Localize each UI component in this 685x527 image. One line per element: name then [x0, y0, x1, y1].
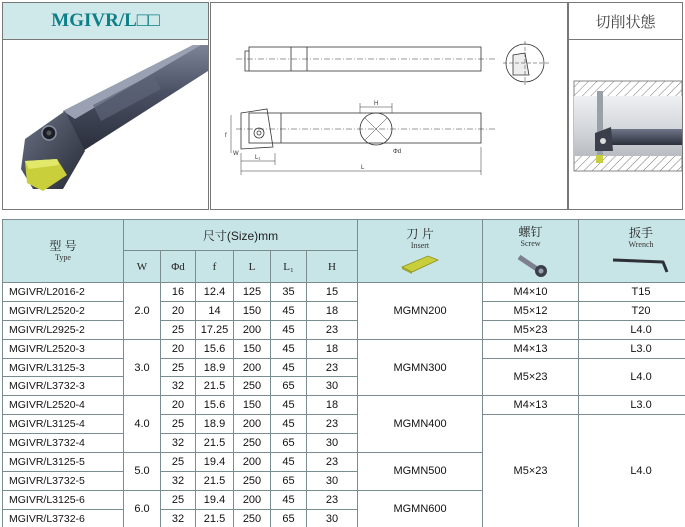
f-cell: 21.5 [196, 509, 234, 527]
f-cell: 15.6 [196, 339, 234, 358]
w-cell: 5.0 [124, 453, 161, 491]
l1-cell: 45 [271, 490, 307, 509]
wrench-cell: L4.0 [579, 415, 685, 527]
type-cell: MGIVR/L2925-2 [3, 320, 124, 339]
type-cell: MGIVR/L2016-2 [3, 283, 124, 302]
type-cell: MGIVR/L3125-4 [3, 415, 124, 434]
d-cell: 25 [161, 490, 196, 509]
insert-icon [398, 253, 442, 275]
l1-cell: 65 [271, 377, 307, 396]
wrench-cell: L3.0 [579, 339, 685, 358]
l1-cell: 45 [271, 358, 307, 377]
technical-drawing-panel [210, 2, 568, 210]
insert-header: 刀 片 Insert [358, 220, 483, 283]
screw-cell: M4×13 [483, 396, 579, 415]
l-cell: 125 [234, 283, 271, 302]
product-title: MGIVR/L□□ [3, 3, 208, 40]
h-header: H [307, 251, 358, 283]
l1-cell: 65 [271, 471, 307, 490]
l1-cell: 45 [271, 453, 307, 472]
h-cell: 30 [307, 509, 358, 527]
h-cell: 23 [307, 453, 358, 472]
insert-cell: MGMN400 [358, 396, 483, 453]
dim-d-label: Φd [393, 149, 402, 155]
l-cell: 150 [234, 301, 271, 320]
l-cell: 250 [234, 434, 271, 453]
product-photo-panel [2, 2, 209, 210]
wrench-header: 扳手 Wrench [579, 220, 685, 283]
h-cell: 23 [307, 490, 358, 509]
table-row [3, 339, 685, 358]
size-header: 尺寸(Size)mm [124, 220, 358, 251]
table-row [3, 320, 685, 339]
table-row [3, 301, 685, 320]
l1-cell: 65 [271, 434, 307, 453]
type-cell: MGIVR/L3125-3 [3, 358, 124, 377]
h-cell: 23 [307, 320, 358, 339]
table-row [3, 415, 685, 434]
l1-header: L₁ [271, 251, 307, 283]
f-cell: 14 [196, 301, 234, 320]
screw-header: 螺钉 Screw [483, 220, 579, 283]
l-cell: 250 [234, 471, 271, 490]
type-cell: MGIVR/L3732-3 [3, 377, 124, 396]
tool-holder-render [3, 41, 208, 209]
dim-l-label: L [361, 165, 365, 171]
l-cell: 200 [234, 453, 271, 472]
l1-cell: 45 [271, 301, 307, 320]
f-cell: 15.6 [196, 396, 234, 415]
d-cell: 20 [161, 396, 196, 415]
l1-cell: 45 [271, 396, 307, 415]
type-header: 型 号 Type [3, 220, 124, 283]
wrench-cell: L4.0 [579, 320, 685, 339]
f-cell: 19.4 [196, 490, 234, 509]
type-cell: MGIVR/L2520-2 [3, 301, 124, 320]
w-cell: 3.0 [124, 339, 161, 396]
h-cell: 30 [307, 471, 358, 490]
type-cell: MGIVR/L3125-6 [3, 490, 124, 509]
h-cell: 15 [307, 283, 358, 302]
l1-cell: 35 [271, 283, 307, 302]
screw-cell: M5×23 [483, 320, 579, 339]
d-cell: 32 [161, 434, 196, 453]
dim-h-label: H [374, 101, 379, 107]
insert-cell: MGMN600 [358, 490, 483, 527]
specification-table [2, 219, 685, 527]
cutting-state-panel [568, 2, 683, 210]
l-cell: 200 [234, 415, 271, 434]
w-cell: 4.0 [124, 396, 161, 453]
d-cell: 25 [161, 415, 196, 434]
h-cell: 23 [307, 415, 358, 434]
table-row [3, 283, 685, 302]
f-cell: 21.5 [196, 434, 234, 453]
f-cell: 21.5 [196, 471, 234, 490]
l-cell: 200 [234, 490, 271, 509]
wrench-icon [609, 252, 673, 276]
l-cell: 150 [234, 339, 271, 358]
cutting-state-title: 切削状態 [569, 3, 682, 40]
h-cell: 23 [307, 358, 358, 377]
l-cell: 200 [234, 320, 271, 339]
wrench-cell: L4.0 [579, 358, 685, 396]
f-cell: 18.9 [196, 415, 234, 434]
h-cell: 18 [307, 396, 358, 415]
screw-cell: M5×12 [483, 301, 579, 320]
h-cell: 30 [307, 434, 358, 453]
type-cell: MGIVR/L3125-5 [3, 453, 124, 472]
dim-f-label: f [225, 133, 227, 139]
d-cell: 25 [161, 320, 196, 339]
d-header: Φd [161, 251, 196, 283]
f-header: f [196, 251, 234, 283]
f-cell: 21.5 [196, 377, 234, 396]
type-cell: MGIVR/L3732-4 [3, 434, 124, 453]
w-cell: 6.0 [124, 490, 161, 527]
d-cell: 20 [161, 301, 196, 320]
d-cell: 32 [161, 377, 196, 396]
f-cell: 17.25 [196, 320, 234, 339]
f-cell: 12.4 [196, 283, 234, 302]
f-cell: 19.4 [196, 453, 234, 472]
f-cell: 18.9 [196, 358, 234, 377]
screw-icon [511, 251, 551, 277]
screw-cell: M5×23 [483, 415, 579, 527]
l-cell: 250 [234, 377, 271, 396]
insert-cell: MGMN300 [358, 339, 483, 396]
insert-cell: MGMN200 [358, 283, 483, 340]
type-cell: MGIVR/L3732-6 [3, 509, 124, 527]
w-cell: 2.0 [124, 283, 161, 340]
type-cell: MGIVR/L2520-3 [3, 339, 124, 358]
l-cell: 200 [234, 358, 271, 377]
l-cell: 250 [234, 509, 271, 527]
screw-cell: M4×13 [483, 339, 579, 358]
type-cell: MGIVR/L2520-4 [3, 396, 124, 415]
wrench-cell: T15 [579, 283, 685, 302]
dim-w-label: W [233, 151, 239, 157]
d-cell: 32 [161, 509, 196, 527]
d-cell: 16 [161, 283, 196, 302]
screw-cell: M5×23 [483, 358, 579, 396]
table-row [3, 358, 685, 377]
h-cell: 18 [307, 339, 358, 358]
l1-cell: 65 [271, 509, 307, 527]
wrench-cell: T20 [579, 301, 685, 320]
l-header: L [234, 251, 271, 283]
l-cell: 150 [234, 396, 271, 415]
dimension-drawing [211, 3, 567, 209]
h-cell: 18 [307, 301, 358, 320]
w-header: W [124, 251, 161, 283]
cutting-state-illustration [569, 41, 682, 209]
dim-l1-label: L₁ [255, 155, 261, 161]
wrench-cell: L3.0 [579, 396, 685, 415]
h-cell: 30 [307, 377, 358, 396]
screw-cell: M4×10 [483, 283, 579, 302]
d-cell: 25 [161, 453, 196, 472]
l1-cell: 45 [271, 320, 307, 339]
l1-cell: 45 [271, 339, 307, 358]
table-row [3, 396, 685, 415]
insert-cell: MGMN500 [358, 453, 483, 491]
type-cell: MGIVR/L3732-5 [3, 471, 124, 490]
d-cell: 32 [161, 471, 196, 490]
d-cell: 20 [161, 339, 196, 358]
l1-cell: 45 [271, 415, 307, 434]
d-cell: 25 [161, 358, 196, 377]
